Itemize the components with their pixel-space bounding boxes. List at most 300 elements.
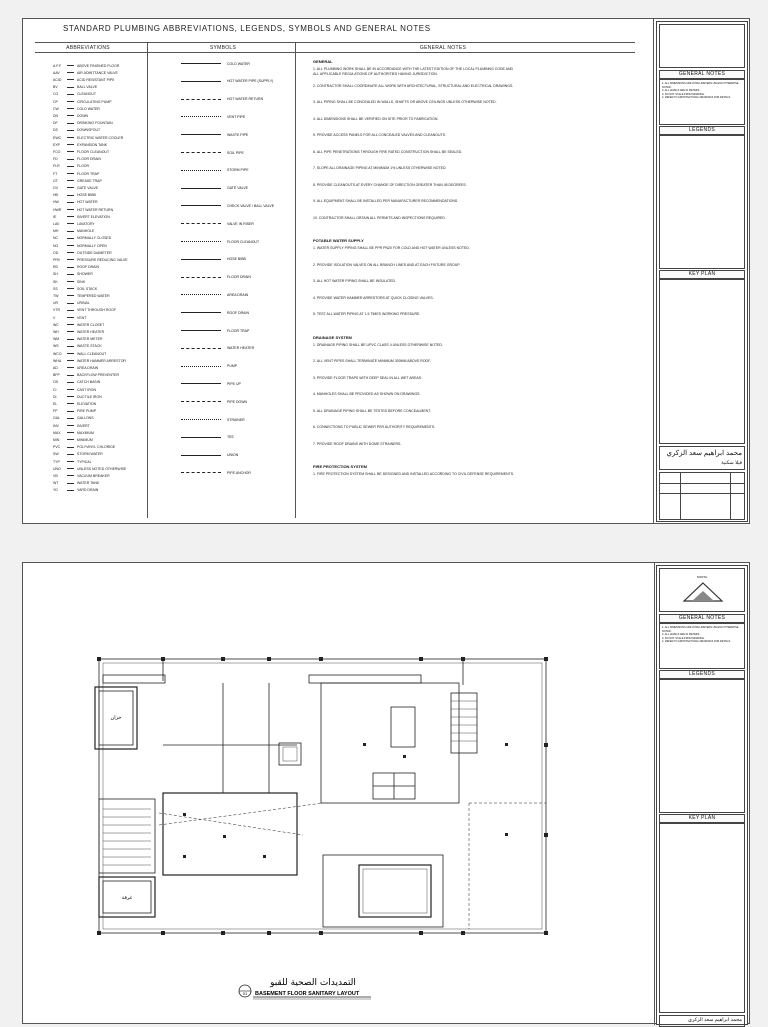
symbol-label: STRAINER	[227, 417, 245, 422]
symbol-label: GATE VALVE	[227, 186, 249, 191]
title-block-note: 3- DO NOT SCALE FROM DRAWING.	[662, 92, 705, 96]
plan-number: 01	[242, 991, 248, 996]
abbreviation-row	[53, 373, 119, 378]
general-note: 4. PROVIDE WATER HAMMER ARRESTORS AT QUICK CLOSING VALVES.	[313, 295, 434, 300]
abbreviation-desc: WATER METER	[77, 337, 103, 342]
title-block-1	[656, 21, 748, 522]
abbreviation-code: CW	[53, 106, 59, 111]
abbreviation-desc: BACKFLOW PREVENTER	[77, 373, 120, 378]
abbreviation-row	[53, 445, 115, 450]
symbol-label: PUMP	[227, 364, 238, 369]
abbreviation-code: HW	[53, 200, 59, 205]
abbreviation-row	[53, 142, 107, 147]
key-plan-label: KEY PLAN	[659, 270, 745, 279]
symbol-graphic	[181, 116, 221, 117]
symbol-row	[181, 415, 245, 424]
abbreviation-row	[53, 257, 128, 262]
abbreviation-row	[53, 63, 119, 68]
symbol-label: FLOOR TRAP	[227, 328, 250, 333]
room-label-pump: غرفة	[121, 895, 133, 901]
abbreviation-code: A.F.F	[53, 63, 62, 68]
abbreviation-desc: COLD WATER	[77, 106, 100, 111]
abbreviation-code: DN	[53, 113, 59, 118]
general-note: 1. WATER SUPPLY PIPING SHALL BE PPR PN20 FOR COLD AND HOT WATER UNLESS NOTED.	[313, 246, 470, 250]
abbreviation-code: YD	[53, 488, 58, 493]
symbol-row	[181, 273, 251, 282]
abbreviation-desc: VACUUM BREAKER	[77, 473, 110, 478]
key-plan-label-2: KEY PLAN	[659, 814, 745, 823]
abbreviation-code: WHA	[53, 358, 62, 363]
abbreviation-code: FT	[53, 171, 58, 176]
abbreviation-code: DI	[53, 394, 57, 399]
abbreviation-code: GV	[53, 185, 59, 190]
general-note: 8. PROVIDE CLEANOUTS AT EVERY CHANGE OF DIRECTION GREATER THAN 45 DEGREES.	[313, 182, 467, 187]
header-rule-2	[35, 52, 635, 53]
north-arrow-box	[659, 568, 745, 612]
abbreviation-desc: ABOVE FINISHED FLOOR	[77, 63, 120, 68]
symbol-label: AREA DRAIN	[227, 292, 249, 297]
header-rule	[35, 42, 635, 43]
symbol-graphic	[181, 330, 221, 331]
abbreviation-code: BV	[53, 85, 58, 90]
abbreviation-row	[53, 106, 100, 111]
abbreviation-desc: DUCTILE IRON	[77, 394, 102, 399]
abbreviation-code: UR	[53, 301, 59, 306]
owner-name-2: محمد ابراهيم سعد الزكري	[688, 1017, 742, 1023]
north-arrow-icon	[660, 579, 746, 609]
abbreviation-code: FP	[53, 409, 58, 414]
symbol-graphic	[181, 419, 221, 420]
abbreviation-code: EWC	[53, 135, 62, 140]
abbreviation-row	[53, 250, 112, 255]
abbreviation-code: WH	[53, 329, 59, 334]
symbol-row	[181, 219, 254, 228]
symbol-row	[181, 362, 237, 371]
symbol-row	[181, 237, 259, 246]
abbreviations-header: ABBREVIATIONS	[66, 45, 110, 51]
general-note: 6. ALL PIPE PENETRATIONS THROUGH FIRE RATED CONSTRUCTION SHALL BE SEALED.	[313, 149, 463, 154]
notes-section-heading: POTABLE WATER SUPPLY	[313, 238, 364, 243]
abbreviation-code: EXP	[53, 142, 61, 147]
owner-box-2	[659, 1015, 745, 1027]
title-block-2	[656, 565, 748, 1025]
abbreviation-code: WS	[53, 344, 59, 349]
abbreviation-row	[53, 358, 126, 363]
abbreviation-code: BFP	[53, 373, 60, 378]
symbol-label: CHECK VALVE / BALL VALVE	[227, 203, 275, 208]
abbreviation-code: ACID	[53, 77, 62, 82]
general-note: 3. PROVIDE FLOOR TRAPS WITH DEEP SEAL IN ALL WET AREAS.	[313, 375, 423, 380]
drawing-sheet-1	[22, 18, 750, 524]
symbol-graphic	[181, 134, 221, 135]
abbreviation-code: FCO	[53, 149, 61, 154]
symbol-label: PIPE DOWN	[227, 399, 248, 404]
abbreviation-row	[53, 113, 88, 118]
owner-name: محمد ابراهيم سعد الزكري	[666, 450, 742, 457]
symbol-row	[181, 59, 250, 68]
abbreviation-desc: NORMALLY OPEN	[77, 243, 107, 248]
symbol-row	[181, 148, 244, 157]
abbreviation-desc: NORMALLY CLOSED	[77, 236, 112, 241]
general-notes-label-2: GENERAL NOTES	[659, 614, 745, 623]
abbreviation-desc: DOWNSPOUT	[77, 128, 101, 133]
abbreviation-row	[53, 229, 94, 234]
abbreviation-desc: FLOOR	[77, 164, 90, 169]
abbreviation-row	[53, 164, 89, 169]
abbreviation-row	[53, 301, 90, 306]
key-plan-box	[659, 279, 745, 444]
abbreviation-row	[53, 135, 123, 140]
symbol-label: ROOF DRAIN	[227, 310, 249, 315]
abbreviation-code: EL	[53, 401, 58, 406]
abbreviation-row	[53, 121, 113, 126]
abbreviation-code: AAV	[53, 70, 60, 75]
abbreviation-code: SH	[53, 272, 58, 277]
symbol-row	[181, 326, 249, 335]
abbreviation-row	[53, 178, 102, 183]
general-note: 1. ALL PLUMBING WORK SHALL BE IN ACCORDANCE WITH THE LATEST EDITION OF THE LOCAL PLUMBING CODE AND ALL APPLICABLE REGULATIONS OF AUTHORITIES HAVING JURISDICTION.	[313, 67, 514, 76]
symbol-row	[181, 77, 273, 86]
general-note: 4. MANHOLES SHALL BE PROVIDED AS SHOWN ON DRAWINGS.	[313, 392, 421, 396]
abbreviation-row	[53, 77, 115, 82]
abbreviation-code: FLR	[53, 164, 60, 169]
abbreviation-desc: VENT	[77, 315, 87, 320]
abbreviation-code: NO	[53, 243, 59, 248]
symbol-row	[181, 290, 248, 299]
general-notes-box	[659, 79, 745, 125]
abbreviation-code: HWR	[53, 207, 62, 212]
abbreviation-desc: WATER CLOSET	[77, 322, 105, 327]
abbreviation-desc: MAXIMUM	[77, 430, 94, 435]
abbreviation-code: SW	[53, 452, 59, 457]
symbol-row	[181, 344, 254, 353]
abbreviation-row	[53, 70, 118, 75]
abbreviation-row	[53, 409, 96, 414]
general-note: 2. CONTRACTOR SHALL COORDINATE ALL WORK WITH ARCHITECTURAL, STRUCTURAL AND ELECTRICAL DRAWINGS.	[313, 83, 514, 88]
general-notes-label: GENERAL NOTES	[659, 70, 745, 79]
abbreviation-desc: SHOWER	[77, 272, 93, 277]
abbreviation-desc: FLOOR DRAIN	[77, 157, 101, 162]
symbol-graphic	[181, 277, 221, 278]
abbreviation-row	[53, 171, 99, 176]
symbol-label: UNION	[227, 453, 239, 458]
abbreviation-code: PVC	[53, 445, 61, 450]
abbreviation-row	[53, 452, 103, 457]
abbreviation-code: OD	[53, 250, 59, 255]
symbol-graphic	[181, 170, 221, 171]
abbreviation-desc: ACID RESISTANT PIPE	[77, 77, 115, 82]
abbreviation-code: CI	[53, 387, 57, 392]
symbol-row	[181, 184, 248, 193]
notes-section-heading: FIRE PROTECTION SYSTEM	[313, 464, 368, 469]
abbreviation-desc: ELECTRIC WATER COOLER	[77, 135, 124, 140]
symbol-graphic	[181, 383, 221, 384]
symbol-graphic	[181, 188, 221, 189]
abbreviation-code: NC	[53, 236, 59, 241]
general-notes-header: GENERAL NOTES	[419, 45, 467, 51]
drawing-area-2	[23, 563, 655, 1025]
abbreviation-code: GAL	[53, 416, 61, 421]
abbreviation-desc: BALL VALVE	[77, 85, 98, 90]
symbol-row	[181, 468, 251, 477]
general-note: 3. ALL HOT WATER PIPING SHALL BE INSULATED.	[313, 279, 397, 283]
abbreviation-desc: GALLONS	[77, 416, 94, 421]
symbol-label: HOT WATER PIPE (SUPPLY)	[227, 79, 274, 84]
key-plan-box-2	[659, 823, 745, 1013]
symbol-graphic	[181, 223, 221, 224]
notes-text-2	[662, 626, 742, 644]
symbol-label: VALVE IN RISER	[227, 221, 254, 226]
abbreviation-desc: INVERT ELEVATION	[77, 214, 110, 219]
abbreviation-desc: YARD DRAIN	[77, 488, 99, 493]
abbreviation-row	[53, 221, 95, 226]
symbol-graphic	[181, 437, 221, 438]
notes-section-heading: DRAINAGE SYSTEM	[313, 334, 352, 340]
abbreviation-row	[53, 157, 101, 162]
symbol-label: HOSE BIBB	[227, 257, 246, 262]
abbreviation-desc: STORM WATER	[77, 452, 103, 457]
symbol-graphic	[181, 472, 221, 473]
general-note: 9. ALL EQUIPMENT SHALL BE INSTALLED PER MANUFACTURER RECOMMENDATIONS.	[313, 199, 459, 203]
notes-section-heading: GENERAL	[313, 59, 333, 64]
abbreviation-code: WM	[53, 337, 60, 342]
abbreviation-row	[53, 337, 102, 342]
symbol-graphic	[181, 401, 221, 402]
abbreviation-desc: FIRE PUMP	[77, 409, 97, 414]
basement-floor-plan	[23, 563, 654, 1025]
abbreviation-row	[53, 200, 98, 205]
abbreviation-row	[53, 286, 97, 291]
notes-text-1	[662, 82, 742, 100]
symbol-row	[181, 451, 238, 460]
symbol-row	[181, 201, 274, 210]
title-block-note: 2- ALL LEVELS ARE IN METERS.	[662, 633, 700, 636]
north-label: NORTH	[696, 575, 708, 579]
symbol-label: SOIL PIPE	[227, 150, 244, 155]
symbol-row	[181, 95, 263, 104]
abbreviation-code: FD	[53, 157, 58, 162]
abbreviation-row	[53, 488, 98, 493]
abbreviation-desc: ELEVATION	[77, 401, 97, 406]
abbreviation-desc: CIRCULATING PUMP	[77, 99, 112, 104]
abbreviation-desc: TEMPERED WATER	[77, 293, 110, 298]
symbol-label: PIPE UP	[227, 381, 241, 386]
abbreviation-desc: WASTE STACK	[77, 344, 102, 349]
legends-box-2	[659, 679, 745, 813]
abbreviation-code: WC	[53, 322, 59, 327]
abbreviation-row	[53, 437, 93, 442]
symbol-graphic	[181, 63, 221, 64]
abbreviation-code: CP	[53, 99, 58, 104]
abbreviation-desc: UNLESS NOTED OTHERWISE	[77, 466, 127, 471]
abbreviation-desc: CAST IRON	[77, 387, 96, 392]
symbol-graphic	[181, 366, 221, 367]
abbreviation-row	[53, 185, 98, 190]
general-note: 10. CONTRACTOR SHALL OBTAIN ALL PERMITS AND INSPECTIONS REQUIRED.	[313, 215, 446, 220]
symbol-graphic	[181, 259, 221, 260]
symbol-graphic	[181, 152, 221, 153]
symbol-row	[181, 112, 245, 121]
title-block-note: 1- ALL DIMENSIONS ARE IN MILLIMETERS UNLESS OTHERWISE NOTED.	[662, 626, 739, 633]
abbreviation-row	[53, 473, 110, 478]
abbreviation-code: CO	[53, 92, 59, 97]
general-note: 5. PROVIDE ACCESS PANELS FOR ALL CONCEALED VALVES AND CLEANOUTS.	[313, 133, 446, 137]
symbol-graphic	[181, 241, 221, 242]
abbreviation-code: UNO	[53, 466, 61, 471]
abbreviation-row	[53, 214, 110, 219]
symbol-label: FLOOR CLEANOUT	[227, 239, 260, 244]
symbol-label: TEE	[227, 435, 234, 440]
abbreviation-row	[53, 401, 96, 406]
symbol-graphic	[181, 455, 221, 456]
symbol-row	[181, 379, 241, 388]
abbreviation-row	[53, 387, 96, 392]
symbol-label: PIPE ANCHOR	[227, 470, 251, 475]
col-divider-2	[295, 42, 296, 518]
abbreviation-row	[53, 279, 85, 284]
abbreviation-code: CB	[53, 380, 58, 385]
title-block-note: 3- DO NOT SCALE FROM DRAWING.	[662, 636, 705, 640]
abbreviation-row	[53, 272, 93, 277]
logo-box	[659, 24, 745, 68]
abbreviation-desc: WATER HAMMER ARRESTOR	[77, 358, 126, 363]
abbreviation-desc: DOWN	[77, 113, 89, 118]
symbol-label: COLD WATER	[227, 61, 250, 66]
abbreviation-desc: SINK	[77, 279, 86, 284]
abbreviation-code: MH	[53, 229, 59, 234]
abbreviation-row	[53, 149, 109, 154]
abbreviation-code: SK	[53, 279, 58, 284]
abbreviation-row	[53, 207, 113, 212]
abbreviation-code: DF	[53, 121, 58, 126]
abbreviation-desc: CLEANOUT	[77, 92, 97, 97]
abbreviation-row	[53, 322, 104, 327]
symbol-row	[181, 397, 247, 406]
abbreviation-row	[53, 243, 107, 248]
abbreviation-desc: WALL CLEANOUT	[77, 351, 107, 356]
abbreviation-row	[53, 293, 110, 298]
abbreviation-code: PRV	[53, 257, 61, 262]
abbreviation-row	[53, 92, 96, 97]
abbreviation-row	[53, 265, 99, 270]
abbreviation-row	[53, 315, 86, 320]
title-block-note: 1- ALL DIMENSIONS ARE IN MILLIMETERS UNLESS OTHERWISE NOTED.	[662, 82, 739, 89]
symbol-label: WATER HEATER	[227, 346, 255, 351]
symbol-graphic	[181, 312, 221, 313]
symbol-label: WASTE PIPE	[227, 132, 249, 137]
abbreviation-row	[53, 344, 102, 349]
abbreviation-row	[53, 365, 98, 370]
general-note: 2. PROVIDE ISOLATION VALVES ON ALL BRANCH LINES AND AT EACH FIXTURE GROUP.	[313, 262, 461, 267]
abbreviation-row	[53, 394, 102, 399]
abbreviation-desc: FLOOR CLEANOUT	[77, 149, 110, 154]
title-block-note: 4- REFER TO ARCHITECTURAL DRAWINGS FOR DETAILS.	[662, 96, 731, 99]
abbreviation-row	[53, 99, 112, 104]
abbreviation-code: TW	[53, 293, 59, 298]
general-note: 5. TEST ALL WATER PIPING AT 1.5 TIMES WORKING PRESSURE.	[313, 312, 421, 316]
abbreviation-row	[53, 193, 96, 198]
symbol-row	[181, 255, 246, 264]
title-block-note: 4- REFER TO ARCHITECTURAL DRAWINGS FOR DETAILS.	[662, 640, 731, 643]
symbol-graphic	[181, 205, 221, 206]
abbreviation-desc: POLYVINYL CHLORIDE	[77, 445, 116, 450]
symbol-label: FLOOR DRAIN	[227, 275, 251, 280]
general-note: 6. CONNECTIONS TO PUBLIC SEWER PER AUTHORITY REQUIREMENTS.	[313, 425, 436, 429]
abbreviation-desc: DRINKING FOUNTAIN	[77, 121, 113, 126]
abbreviation-code: WCO	[53, 351, 62, 356]
drawing-area-1	[23, 19, 654, 523]
abbreviation-desc: WATER TANK	[77, 481, 100, 486]
general-note: 5. ALL DRAINAGE PIPING SHALL BE TESTED BEFORE CONCEALMENT.	[313, 408, 431, 413]
abbreviation-desc: CATCH BASIN	[77, 380, 101, 385]
abbreviation-row	[53, 459, 92, 464]
abbreviation-desc: MANHOLE	[77, 229, 95, 234]
abbreviation-row	[53, 236, 111, 241]
abbreviation-code: IE	[53, 214, 57, 219]
abbreviation-desc: URINAL	[77, 301, 90, 306]
legends-label-2: LEGENDS	[659, 670, 745, 679]
abbreviation-code: MIN	[53, 437, 60, 442]
symbol-label: VENT PIPE	[227, 114, 246, 119]
abbreviation-desc: AIR ADMITTANCE VALVE	[77, 70, 118, 75]
abbreviation-code: SS	[53, 286, 58, 291]
room-label-tank: خزان	[110, 715, 122, 721]
abbreviation-row	[53, 128, 100, 133]
abbreviation-code: TYP	[53, 459, 60, 464]
symbol-graphic	[181, 81, 221, 82]
col-divider-1	[147, 42, 148, 518]
legends-box	[659, 135, 745, 269]
abbreviation-desc: HOT WATER	[77, 200, 98, 205]
abbreviation-code: AD	[53, 365, 58, 370]
abbreviation-desc: VENT THROUGH ROOF	[77, 308, 116, 313]
general-note: 1. DRAINAGE PIPING SHALL BE UPVC CLASS 4 UNLESS OTHERWISE NOTED.	[313, 342, 443, 347]
symbol-row	[181, 166, 249, 175]
abbreviation-code: V	[53, 315, 56, 320]
abbreviation-desc: FLOOR TRAP	[77, 171, 100, 176]
owner-box	[659, 446, 745, 470]
symbol-graphic	[181, 294, 221, 295]
general-note: 1. FIRE PROTECTION SYSTEM SHALL BE DESIGNED AND INSTALLED ACCORDING TO CIVIL DEFENSE REQUIREMENTS.	[313, 472, 515, 476]
abbreviation-code: RD	[53, 265, 59, 270]
plan-title-arabic: التمديدات الصحية للقبو	[270, 978, 356, 988]
abbreviation-code: VB	[53, 473, 58, 478]
symbol-label: HOT WATER RETURN	[227, 97, 264, 102]
abbreviation-desc: HOSE BIBB	[77, 193, 96, 198]
structural-columns	[97, 657, 548, 935]
abbreviation-code: GT	[53, 178, 58, 183]
general-note: 4. ALL DIMENSIONS SHALL BE VERIFIED ON SITE PRIOR TO FABRICATION.	[313, 116, 439, 121]
symbol-row	[181, 433, 234, 442]
general-note: 3. ALL PIPING SHALL BE CONCEALED IN WALLS, SHAFTS OR ABOVE CEILINGS UNLESS OTHERWISE NOTED.	[313, 100, 497, 104]
abbreviation-desc: MINIMUM	[77, 437, 93, 442]
abbreviation-row	[53, 430, 94, 435]
general-notes-box-2	[659, 623, 745, 669]
sheet-title: STANDARD PLUMBING ABBREVIATIONS, LEGENDS, SYMBOLS AND GENERAL NOTES	[63, 24, 431, 33]
plan-title: BASEMENT FLOOR SANITARY LAYOUT	[255, 991, 360, 997]
symbols-header: SYMBOLS	[209, 45, 237, 51]
abbreviation-desc: INVERT	[77, 423, 90, 428]
symbol-row	[181, 130, 248, 139]
project-name: فيلا سكنية	[721, 460, 742, 466]
abbreviation-code: VTR	[53, 308, 60, 313]
abbreviation-desc: HOT WATER RETURN	[77, 207, 114, 212]
abbreviation-desc: TYPICAL	[77, 459, 92, 464]
abbreviation-desc: LAVATORY	[77, 221, 95, 226]
title-block-note: 2- ALL LEVELS ARE IN METERS.	[662, 89, 700, 92]
abbreviation-desc: SOIL STACK	[77, 286, 98, 291]
abbreviation-code: MAX	[53, 430, 61, 435]
